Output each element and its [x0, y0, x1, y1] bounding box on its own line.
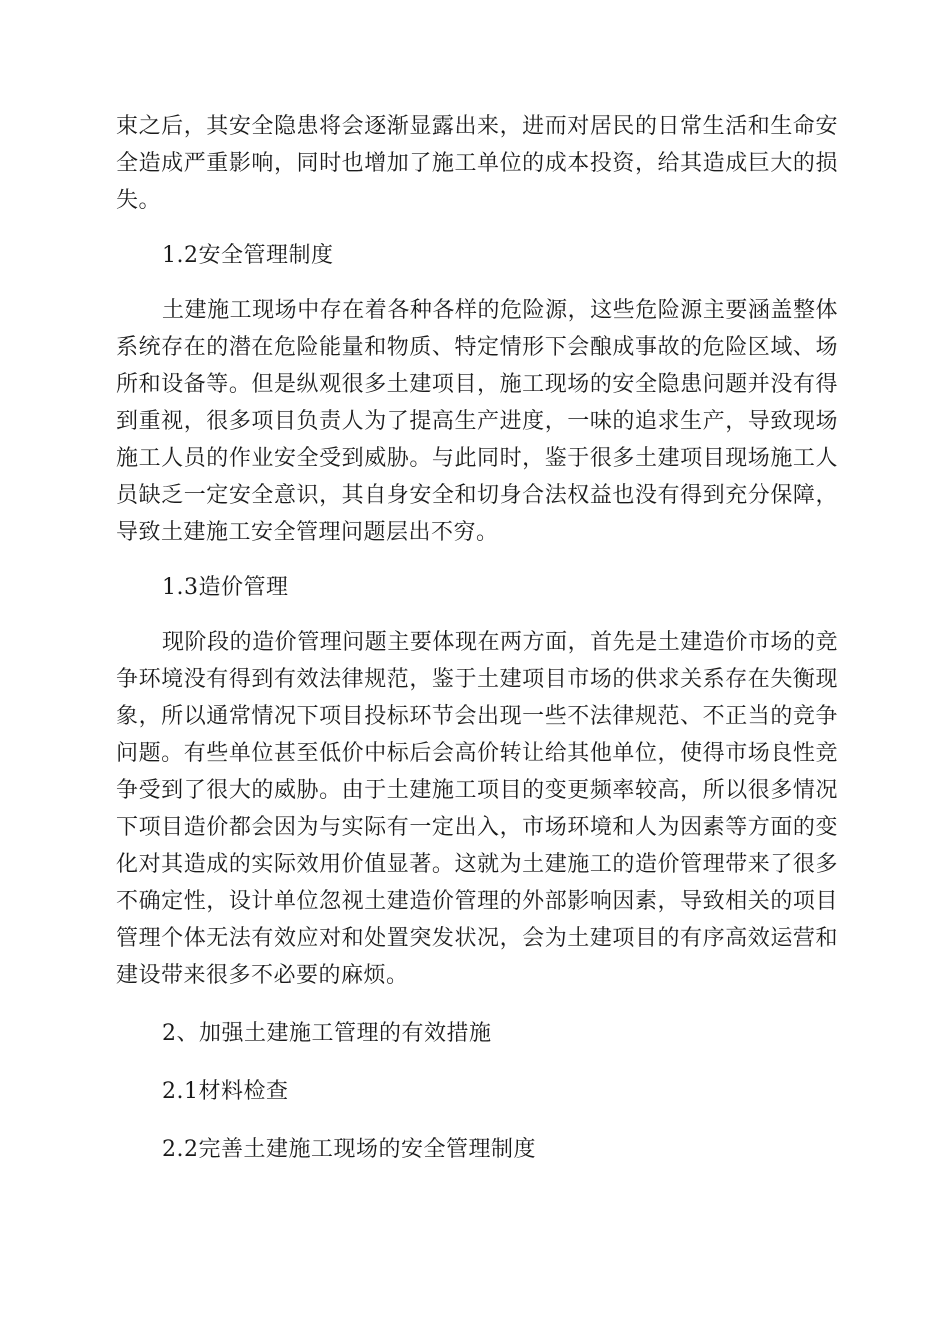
section-heading-1-3: 1.3造价管理	[162, 575, 289, 600]
section-heading-1-2: 1.2安全管理制度	[162, 243, 334, 268]
section-heading-2-1: 2.1材料检查	[162, 1079, 289, 1104]
section-heading-2-2: 2.2完善土建施工现场的安全管理制度	[162, 1137, 536, 1162]
spacer	[116, 1110, 838, 1131]
spacer	[116, 219, 838, 237]
paragraph-cost-management: 现阶段的造价管理问题主要体现在两方面，首先是土建造价市场的竞争环境没有得到有效法律规范，鉴于土建项目市场的供求关系存在失衡现象，所以通常情况下项目投标环节会出现一些不法律规范、不正当的竞争问题。有些单位甚至低价中标后会高价转让给其他单位，使得市场良性竞争受到了很大的威胁。由于土建施工项目的变更频率较高，所以很多情况下项目造价都会因为与实际有一定出入，市场环境和人为因素等方面的变化对其造成的实际效用价值显著。这就为土建施工的造价管理带来了很多不确定性，设计单位忽视土建造价管理的外部影响因素，导致相关的项目管理个体无法有效应对和处置突发状况，会为土建项目的有序高效运营和建设带来很多不必要的麻烦。	[116, 630, 838, 988]
paragraph-intro-continued: 束之后，其安全隐患将会逐渐显露出来，进而对居民的日常生活和生命安全造成严重影响，同时也增加了施工单位的成本投资，给其造成巨大的损失。	[116, 114, 838, 213]
document-body	[116, 108, 838, 1168]
spacer	[116, 994, 838, 1015]
spacer	[116, 274, 838, 292]
spacer	[116, 1052, 838, 1073]
paragraph-safety-management: 土建施工现场中存在着各种各样的危险源，这些危险源主要涵盖整体系统存在的潜在危险能量和物质、特定情形下会酿成事故的危险区域、场所和设备等。但是纵观很多土建项目，施工现场的安全隐患问题并没有得到重视，很多项目负责人为了提高生产进度，一味的追求生产，导致现场施工人员的作业安全受到威胁。与此同时，鉴于很多土建项目现场施工人员缺乏一定安全意识，其自身安全和切身合法权益也没有得到充分保障，导致土建施工安全管理问题层出不穷。	[116, 298, 838, 545]
spacer	[116, 606, 838, 624]
section-heading-2: 2、加强土建施工管理的有效措施	[162, 1021, 492, 1046]
spacer	[116, 551, 838, 569]
